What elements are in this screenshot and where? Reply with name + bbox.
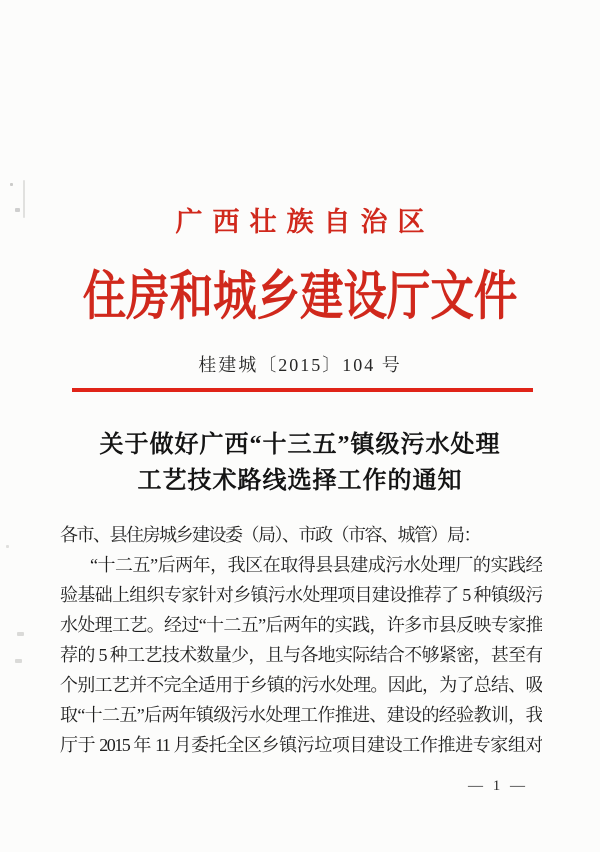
scan-artifact [17, 632, 24, 636]
body-line: 验基础上组织专家针对乡镇污水处理项目建设推荐了 5 种镇级污 [60, 585, 542, 605]
body-line: “十二五”后两年，我区在取得县县建成污水处理厂的实践经 [90, 555, 542, 575]
body-line: 个别工艺并不完全适用于乡镇的污水处理。因此，为了总结、吸 [60, 675, 542, 695]
salutation: 各市、县住房城乡建设委（局）、市政（市容、城管）局： [60, 525, 480, 545]
document-title-line-2: 工艺技术路线选择工作的通知 [137, 468, 463, 494]
page-number: — 1 — [468, 778, 528, 794]
issuing-org-banner: 住房和城乡建设厅文件 [82, 268, 518, 326]
body-line: 荐的 5 种工艺技术数量少，且与各地实际结合不够紧密，甚至有 [60, 645, 542, 665]
red-divider-line [72, 388, 533, 392]
body-line: 水处理工艺。经过“十二五”后两年的实践，许多市县反映专家推 [60, 615, 542, 635]
issuing-region: 广西壮族自治区 [175, 207, 435, 237]
document-body [60, 520, 542, 760]
issuing-org-banner-wrap [0, 254, 600, 330]
scan-artifact [10, 183, 13, 186]
body-line: 取“十二五”后两年镇级污水处理工作推进、建设的经验教训，我 [60, 705, 542, 725]
document-title [0, 427, 600, 499]
document-title-line-1: 关于做好广西“十三五”镇级污水处理 [99, 432, 501, 458]
document-number: 桂建城〔2015〕104 号 [198, 355, 402, 375]
body-line: 厅于 2015 年 11 月委托全区乡镇污垃项目建设工作推进专家组对 [60, 735, 542, 755]
scan-artifact [15, 659, 22, 663]
scan-artifact [6, 545, 9, 548]
